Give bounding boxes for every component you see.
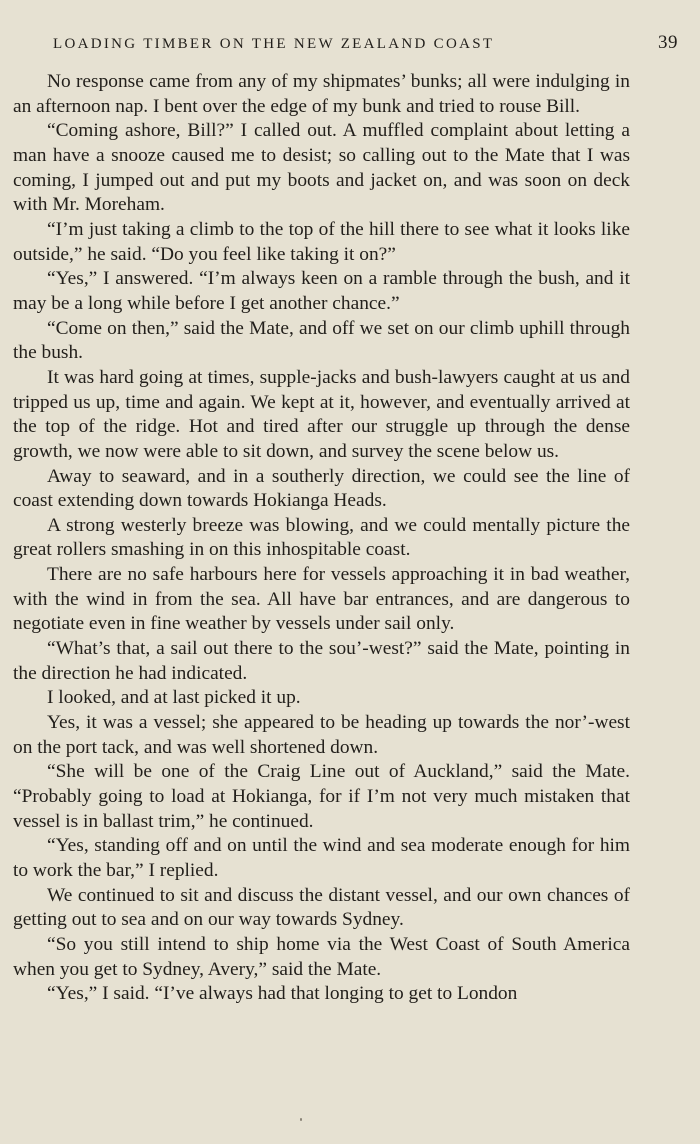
paragraph: We continued to sit and discuss the distant vessel, and our own chances of getting out to sea and on our way towards Sydney. [13, 884, 630, 931]
paragraph: “She will be one of the Craig Line out of Auckland,” said the Mate. “Probably going to load at Hokianga, for if I’m not very much mistaken that vessel is in ballast trim,” he continued. [13, 761, 630, 832]
paragraph: No response came from any of my shipmates’ bunks; all were indulging in an afternoon nap. I bent over the edge of my bunk and tried to rouse Bill. [13, 71, 630, 117]
page-number: 39 [658, 32, 678, 53]
paragraph: “Yes,” I said. “I’ve always had that longing to get to London [47, 983, 518, 1005]
paragraph: “Coming ashore, Bill?” I called out. A muffled complaint about letting a man have a snooze caused me to desist; so calling out to the Mate that I was coming, I jumped out and put my boots and jacket on, and was soon on deck with Mr. Moreham. [13, 120, 630, 216]
paragraph: Yes, it was a vessel; she appeared to be heading up towards the nor’-west on the port tack, and was well shortened down. [13, 712, 630, 758]
body-text [13, 70, 630, 1007]
paragraph: A strong westerly breeze was blowing, and we could mentally picture the great rollers smashing in on this inhospitable coast. [13, 514, 630, 561]
running-head [53, 32, 678, 58]
paragraph: I looked, and at last picked it up. [47, 687, 301, 709]
paragraph: There are no safe harbours here for vessels approaching it in bad weather, with the wind in from the sea. All have bar entrances, and are dangerous to negotiate even in fine weather by vessels under sail only. [13, 564, 630, 635]
paper-speck [300, 1118, 302, 1121]
paragraph: “What’s that, a sail out there to the sou’-west?” said the Mate, pointing in the direction he had indicated. [13, 638, 630, 684]
paragraph: “So you still intend to ship home via the West Coast of South America when you get to Sydney, Avery,” said the Mate. [13, 933, 630, 980]
paragraph: It was hard going at times, supple-jacks and bush-lawyers caught at us and tripped us up, time and again. We kept at it, however, and eventually arrived at the top of the ridge. Hot and tired after our struggle up through the dense growth, we now were able to sit down, and survey the scene below us. [13, 366, 630, 462]
running-head-title: LOADING TIMBER ON THE NEW ZEALAND COAST [53, 36, 495, 52]
paragraph: “Yes, standing off and on until the wind and sea moderate enough for him to work the bar,” I replied. [13, 835, 630, 881]
paragraph: “Come on then,” said the Mate, and off we set on our climb uphill through the bush. [13, 317, 630, 364]
paragraph: “Yes,” I answered. “I’m always keen on a ramble through the bush, and it may be a long while before I get another chance.” [13, 268, 630, 314]
paragraph: Away to seaward, and in a southerly direction, we could see the line of coast extending down towards Hokianga Heads. [13, 465, 630, 512]
paragraph: “I’m just taking a climb to the top of the hill there to see what it looks like outside,” he said. “Do you feel like taking it on?” [13, 218, 630, 265]
